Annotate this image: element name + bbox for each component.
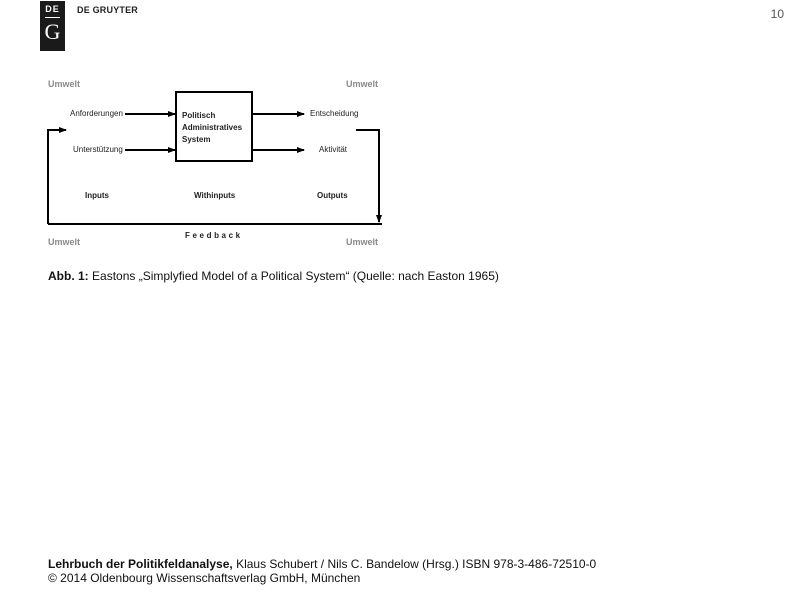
- input-support-label: Unterstützung: [73, 145, 123, 154]
- stage-inputs-label: Inputs: [85, 191, 109, 200]
- caption-label: Abb. 1:: [48, 269, 89, 283]
- logo-de-text: DE: [45, 4, 60, 14]
- footer-book-line: [48, 557, 596, 571]
- stage-withinputs-label: Withinputs: [194, 191, 236, 200]
- stage-outputs-label: Outputs: [317, 191, 348, 200]
- system-label: [182, 110, 242, 146]
- env-top-left: Umwelt: [48, 79, 81, 89]
- figure-caption: [48, 269, 499, 283]
- publisher-name: DE GRUYTER: [77, 5, 139, 15]
- footer-copyright: © 2014 Oldenbourg Wissenschaftsverlag GmbH, München: [48, 571, 361, 585]
- env-bottom-left: Umwelt: [48, 237, 81, 247]
- output-decision-label: Entscheidung: [310, 109, 359, 118]
- system-label-line3: System: [182, 135, 211, 144]
- system-label-line1: Politisch: [182, 111, 216, 120]
- feedback-to-input-line: [48, 130, 66, 224]
- output-to-feedback-line: [356, 130, 379, 222]
- env-bottom-right: Umwelt: [346, 237, 379, 247]
- env-top-right: Umwelt: [346, 79, 379, 89]
- logo-g-text: G: [44, 19, 61, 44]
- input-demands-label: Anforderungen: [70, 109, 123, 118]
- caption-text: Eastons „Simplyfied Model of a Political System“ (Quelle: nach Easton 1965): [92, 269, 499, 283]
- footer-book-title: Lehrbuch der Politikfeldanalyse,: [48, 557, 233, 571]
- page-number: 10: [770, 7, 784, 21]
- footer-book-details: Klaus Schubert / Nils C. Bandelow (Hrsg.) ISBN 978-3-486-72510-0: [236, 557, 597, 571]
- feedback-label: Feedback: [185, 231, 243, 240]
- output-activity-label: Aktivität: [319, 145, 348, 154]
- system-label-line2: Administratives: [182, 123, 243, 132]
